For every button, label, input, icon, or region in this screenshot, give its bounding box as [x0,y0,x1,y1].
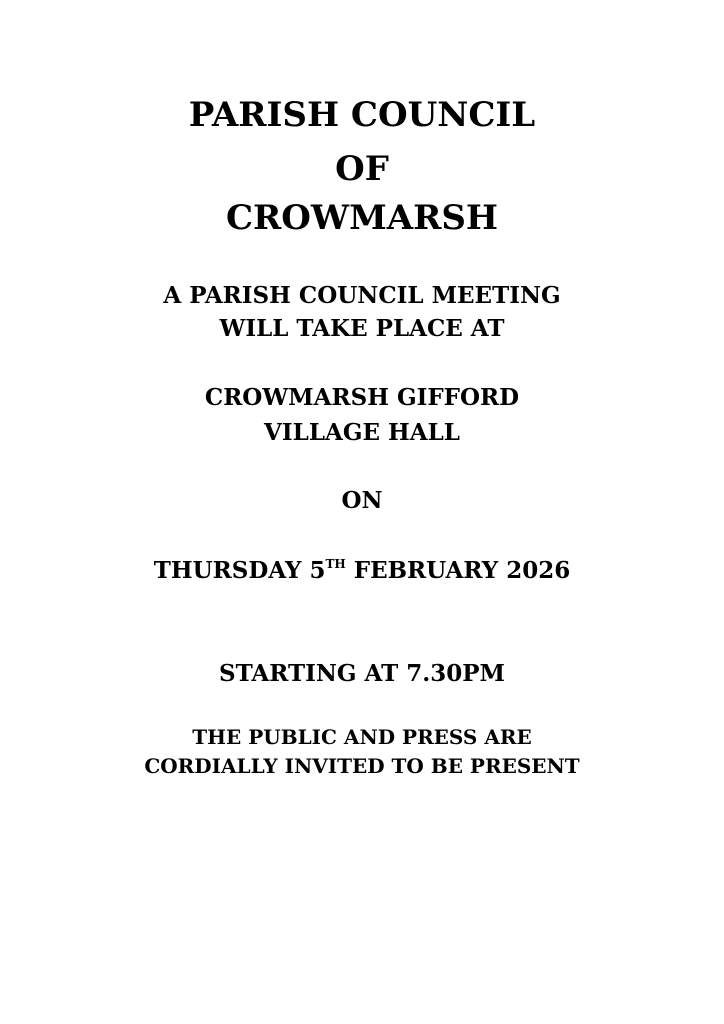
meeting-date [0,559,724,582]
meeting-line-1: A PARISH COUNCIL MEETING [163,282,561,309]
date-month-year: FEBRUARY 2026 [345,557,571,584]
start-time: STARTING AT 7.30PM [218,660,506,687]
on-label: ON [341,487,383,514]
date-weekday-day: THURSDAY 5 [153,557,326,584]
invitation-line-2: CORDIALLY INVITED TO BE PRESENT [144,754,580,778]
council-title-line-1: PARISH COUNCIL [188,95,536,135]
venue-line-2: VILLAGE HALL [264,419,460,446]
invitation-line-1: THE PUBLIC AND PRESS ARE [192,725,532,749]
council-title-line-3: CROWMARSH [225,198,499,238]
venue-line-1: CROWMARSH GIFFORD [204,384,520,411]
meeting-line-2: WILL TAKE PLACE AT [219,315,505,342]
council-title-line-2: OF [335,149,389,189]
date-ordinal-suffix: TH [325,557,346,571]
